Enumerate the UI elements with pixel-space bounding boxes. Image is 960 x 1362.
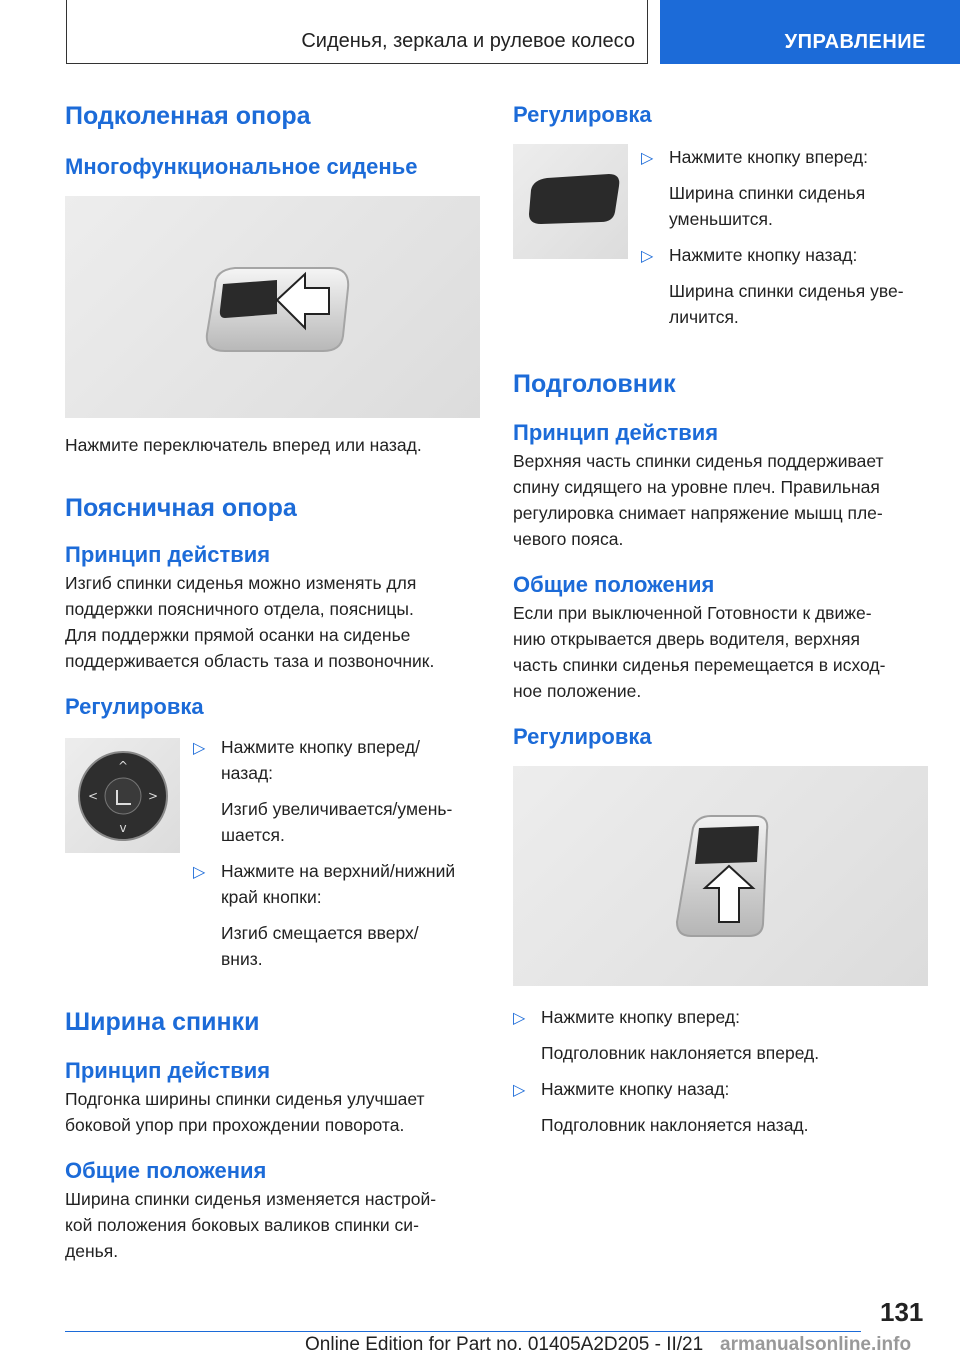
lumbar-dial-icon <box>65 738 180 853</box>
lumbar-line-3: Для поддержки прямой осанки на сиденье <box>65 625 411 645</box>
header-chapter-title: УПРАВЛЕНИЕ <box>784 31 926 53</box>
svg-text:v: v <box>119 821 127 835</box>
triangle-right-icon: ▷ <box>513 1082 526 1099</box>
lumbar-step-2-a1: Нажмите на верхний/нижний <box>221 861 456 881</box>
width-adjust-block <box>513 144 928 334</box>
lumbar-step-1-b2: шается. <box>221 825 285 845</box>
header-section-box <box>66 0 648 64</box>
headrest-line-4: чевого пояса. <box>513 529 624 549</box>
right-column <box>513 100 928 1138</box>
heading-backrest-width: Ширина спинки <box>65 1008 260 1036</box>
general1-line-2: кой положения боковых валиков спинки си- <box>65 1215 419 1235</box>
lumbar-text <box>65 570 480 674</box>
triangle-right-icon: ▷ <box>193 864 206 881</box>
svg-text:^: ^ <box>117 759 129 773</box>
headrest-step-1-b: Подголовник наклоняется вперед. <box>541 1043 820 1063</box>
general1-line-1: Ширина спинки сиденья изменяется настрой- <box>65 1189 437 1209</box>
width-step-1 <box>641 144 931 232</box>
header-chapter-box <box>660 0 960 64</box>
headrest-step-2-b: Подголовник наклоняется назад. <box>541 1115 809 1135</box>
triangle-right-icon: ▷ <box>513 1010 526 1027</box>
width-button-icon <box>513 144 628 259</box>
lumbar-step-2-a2: край кнопки: <box>221 887 322 907</box>
headrest-steps <box>513 1004 928 1138</box>
header-section-title: Сиденья, зеркала и рулевое колесо <box>301 30 635 52</box>
lumbar-step-2-b1: Изгиб смещается вверх/ <box>221 923 419 943</box>
knee-switch-icon <box>65 196 480 418</box>
svg-text:<: < <box>87 789 99 803</box>
svg-text:>: > <box>147 789 159 803</box>
page-number: 131 <box>880 1297 924 1327</box>
heading-general-2: Общие положения <box>513 572 715 597</box>
general1-line-3: денья. <box>65 1241 119 1261</box>
headrest-line-1: Верхняя часть спинки сиденья поддерживает <box>513 451 884 471</box>
heading-multifunction-seat: Многофункциональное сиденье <box>65 154 418 179</box>
lumbar-step-1-b1: Изгиб увеличивается/умень- <box>221 799 453 819</box>
width-step-2 <box>641 242 931 330</box>
headrest-step-1-a: Нажмите кнопку вперед: <box>541 1007 740 1027</box>
general2-line-1: Если при выключенной Готовности к движе- <box>513 603 872 623</box>
headrest-step-2-a: Нажмите кнопку назад: <box>541 1079 730 1099</box>
general2-text <box>513 600 928 704</box>
lumbar-line-4: поддерживается область таза и позвоночник. <box>65 651 435 671</box>
width-step-1-b1: Ширина спинки сиденья <box>669 183 866 203</box>
width-step-1-a: Нажмите кнопку вперед: <box>669 147 868 167</box>
lumbar-step-2 <box>193 858 483 972</box>
heading-adjust-2: Регулировка <box>513 102 652 127</box>
general2-line-2: нию открывается дверь водителя, верхняя <box>513 629 860 649</box>
headrest-step-2 <box>513 1076 928 1138</box>
general1-text <box>65 1186 480 1264</box>
general2-line-4: ное положение. <box>513 681 642 701</box>
heading-general-1: Общие положения <box>65 1158 267 1183</box>
heading-adjust-1: Регулировка <box>65 694 204 719</box>
width-step-2-b2: личится. <box>669 307 739 327</box>
width-text <box>65 1086 480 1138</box>
general2-line-3: часть спинки сиденья перемещается в исход- <box>513 655 886 675</box>
width-step-2-b1: Ширина спинки сиденья уве- <box>669 281 904 301</box>
edition-text: Online Edition for Part no. 01405A2D205 - II/21 <box>305 1334 704 1355</box>
heading-principle-2: Принцип действия <box>65 1058 271 1083</box>
knee-caption: Нажмите переключатель вперед или назад. <box>65 435 422 455</box>
lumbar-step-2-b2: вниз. <box>221 949 263 969</box>
width-button-photo <box>513 144 628 259</box>
triangle-right-icon: ▷ <box>193 740 206 757</box>
lumbar-step-1-a1: Нажмите кнопку вперед/ <box>221 737 420 757</box>
lumbar-step-1-a2: назад: <box>221 763 274 783</box>
width-line-2: боковой упор при прохождении поворота. <box>65 1115 405 1135</box>
headrest-line-3: регулировка снимает напряжение мышц пле- <box>513 503 883 523</box>
triangle-right-icon: ▷ <box>641 150 654 167</box>
lumbar-line-1: Изгиб спинки сиденья можно изменять для <box>65 573 417 593</box>
lumbar-step-1 <box>193 734 483 848</box>
triangle-right-icon: ▷ <box>641 248 654 265</box>
lumbar-line-2: поддержки поясничного отдела, поясницы. <box>65 599 414 619</box>
heading-knee-support: Подколенная опора <box>65 102 311 130</box>
headrest-text <box>513 448 928 552</box>
lumbar-button-photo <box>65 738 180 853</box>
heading-adjust-3: Регулировка <box>513 724 652 749</box>
width-steps <box>641 144 931 330</box>
headrest-step-1 <box>513 1004 928 1066</box>
heading-headrest: Подголовник <box>513 370 676 398</box>
headrest-switch-icon <box>513 766 928 986</box>
heading-lumbar-support: Поясничная опора <box>65 494 297 522</box>
heading-principle-1: Принцип действия <box>65 542 271 567</box>
headrest-switch-photo <box>513 766 928 986</box>
width-step-2-a: Нажмите кнопку назад: <box>669 245 858 265</box>
knee-switch-photo <box>65 196 480 418</box>
left-column <box>65 100 480 1264</box>
width-line-1: Подгонка ширины спинки сиденья улучшает <box>65 1089 425 1109</box>
watermark-text: armanualsonline.info <box>720 1334 912 1355</box>
width-step-1-b2: уменьшится. <box>669 209 773 229</box>
headrest-line-2: спину сидящего на уровне плеч. Правильная <box>513 477 880 497</box>
heading-principle-3: Принцип действия <box>513 420 719 445</box>
lumbar-steps <box>193 734 483 972</box>
footer-divider <box>65 1331 861 1332</box>
lumbar-adjust-block <box>65 734 480 974</box>
